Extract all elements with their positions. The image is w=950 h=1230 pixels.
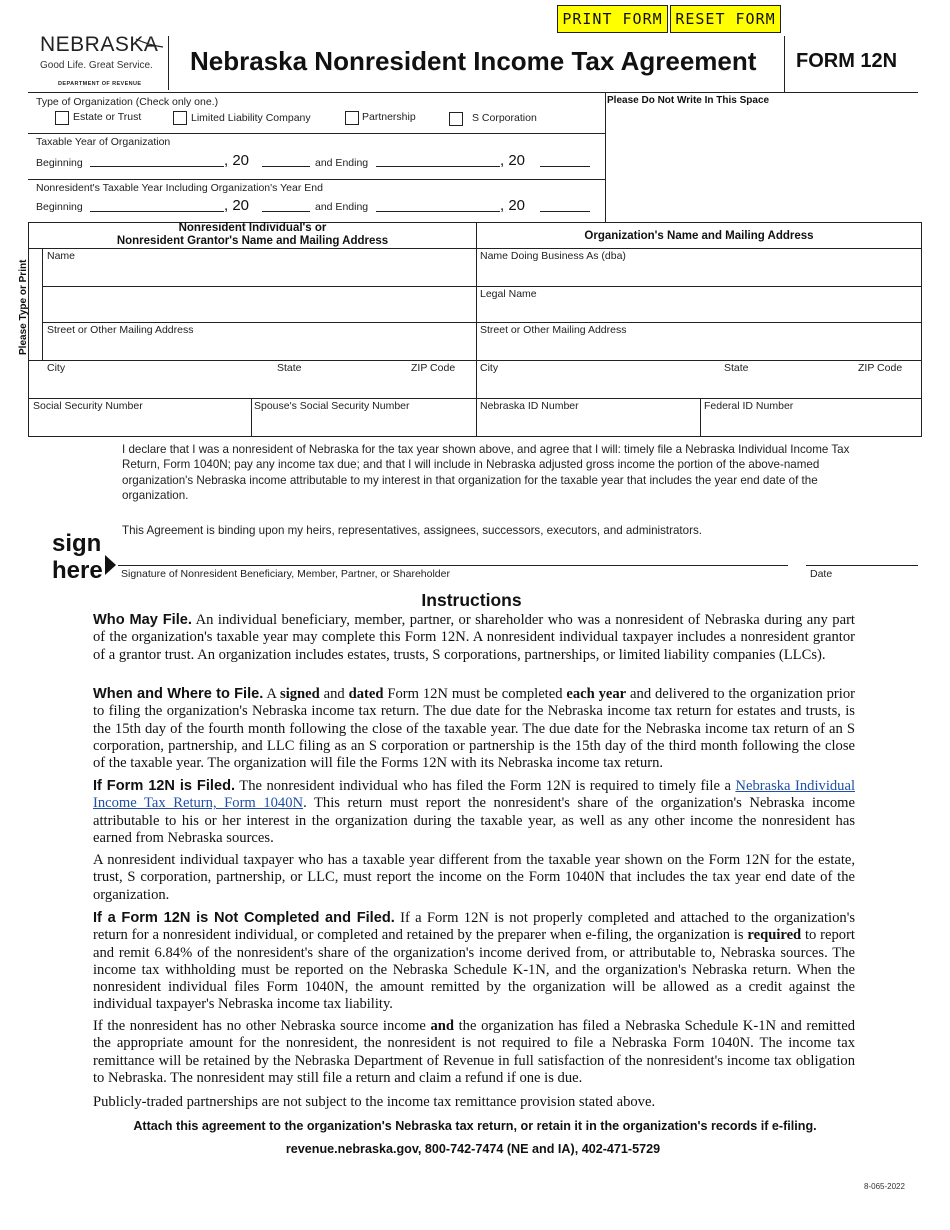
tyo-ending-label: and Ending	[315, 157, 369, 169]
nonresident-name2-input[interactable]	[48, 292, 468, 312]
declaration-text: I declare that I was a nonresident of Nebraska for the tax year shown above, and agree that I will: timely file a Nebraska Individual Income Tax Return, Form 1040N; pay any income tax due; and that I will include in Nebraska adjusted gross income the portion of the above-named organization's Nebraska income attributable to my interest in that organization for the taxable year that includes the year end date of the organization.	[122, 443, 850, 503]
binding-text: This Agreement is binding upon my heirs, representatives, assignees, successors, executors, and administrators.	[122, 524, 702, 537]
sign-here-label	[52, 530, 103, 584]
tyo-ending-input[interactable]	[376, 150, 500, 167]
partnership-label: Partnership	[362, 111, 416, 123]
no-write-label: Please Do Not Write In This Space	[607, 95, 770, 106]
other-and: and	[430, 1018, 454, 1034]
form-code: 8-065-2022	[864, 1182, 905, 1191]
form-id: FORM 12N	[796, 50, 898, 72]
s-corporation-label: S Corporation	[472, 112, 537, 124]
left-heading-line1: Nonresident Individual's or	[178, 222, 327, 234]
org-type-label: Type of Organization (Check only one.)	[36, 96, 219, 108]
nry-beginning-label: Beginning	[36, 201, 83, 213]
logo-dept: DEPARTMENT OF REVENUE	[58, 81, 142, 87]
sign-arrow-icon	[105, 555, 117, 575]
when-b: Form 12N must be completed	[383, 686, 567, 702]
left-street-label: Street or Other Mailing Address	[47, 324, 194, 336]
nonresident-street-input[interactable]	[48, 337, 468, 357]
llc-checkbox[interactable]	[173, 111, 187, 125]
right-street-label: Street or Other Mailing Address	[480, 324, 627, 336]
left-zip-label: ZIP Code	[411, 362, 456, 374]
when-a: A	[263, 686, 281, 702]
logo-swoosh-icon	[38, 33, 166, 63]
nry-begin-century: , 20	[224, 197, 250, 214]
org-street-input[interactable]	[481, 337, 917, 357]
when-head: When and Where to File.	[93, 686, 264, 702]
nonres-year-label: Nonresident's Taxable Year Including Organization's Year End	[36, 182, 323, 194]
please-type-label: Please Type or Print	[18, 259, 29, 355]
nry-end-century: , 20	[500, 197, 526, 214]
when-dated: dated	[348, 686, 384, 702]
dba-input[interactable]	[481, 263, 917, 283]
legal-name-label: Legal Name	[480, 288, 537, 300]
right-state-label: State	[724, 362, 749, 374]
contact-info: revenue.nebraska.gov, 800-742-7474 (NE and IA), 402-471-5729	[285, 1142, 661, 1156]
nonresident-name-input[interactable]	[48, 263, 468, 283]
partnership-checkbox[interactable]	[345, 111, 359, 125]
when-to-file-paragraph	[93, 686, 855, 772]
other-income-paragraph	[93, 1018, 855, 1087]
different-year-paragraph: A nonresident individual taxpayer who has a taxable year different from the taxable year shown on the Form 12N for the estate, trust, S corporation, partnership, or LLC, must report the income on the Form 1040N that includes the tax year end date of the organization.	[93, 852, 855, 903]
tyo-end-century: , 20	[500, 152, 526, 169]
fed-id-label: Federal ID Number	[704, 400, 794, 412]
who-body: An individual beneficiary, member, partner, or shareholder who was a nonresident of Nebraska during any part of the organization's taxable year may complete this Form 12N. A nonresident individual taxpayer includes a nonresident grantor of a grantor trust. An organization includes estates, trusts, S corporations, partnerships, or limited liability companies (LLCs).	[93, 612, 855, 663]
logo-tagline: Good Life. Great Service.	[40, 60, 153, 71]
signature-input[interactable]	[118, 545, 786, 565]
ne-id-input[interactable]	[481, 414, 695, 434]
nry-ending-year-input[interactable]	[540, 195, 590, 212]
not-filed-paragraph	[93, 910, 855, 1014]
tyo-ending-year-input[interactable]	[540, 150, 590, 167]
spouse-ssn-label: Spouse's Social Security Number	[254, 400, 410, 412]
llc-label: Limited Liability Company	[191, 112, 311, 124]
nonresident-city-input[interactable]	[48, 375, 468, 395]
notfiled-b: to report and remit 6.84% of the nonresident's share of the organization's income derived from, or attributable to, Nebraska sources. The income tax withholding must be reported on the Nebraska Schedule K-1N, and the organization's Nebraska return. When the nonresident individual files Form 1040N, the amount remitted by the organization will be allowed as a credit against the individual taxpayer's Nebraska income tax liability.	[93, 927, 855, 1013]
reset-form-button[interactable]: RESET FORM	[670, 5, 781, 33]
when-each: each year	[566, 686, 627, 702]
left-city-label: City	[47, 362, 66, 374]
filed-b: . This return must report the nonresident's share of the organization's Nebraska income attributable to his or her interest in the organization during the taxable year, as well as any other income the nonresident has earned from Nebraska sources.	[93, 795, 856, 846]
print-form-button[interactable]: PRINT FORM	[557, 5, 668, 33]
dba-label: Name Doing Business As (dba)	[480, 250, 626, 262]
attach-note: Attach this agreement to the organization's Nebraska tax return, or retain it in the organization's records if e-filing.	[133, 1119, 817, 1133]
filed-head: If Form 12N is Filed.	[93, 778, 236, 794]
other-b: the organization has filed a Nebraska Schedule K-1N and remitted the appropriate amount for the nonresident, the nonresident is not required to file a Nebraska Form 1040N. The income tax remittance will be retained by the Nebraska Department of Revenue in full satisfaction of the nonresident's income tax obligation to Nebraska. The nonresident may still file a return and claim a refund if one is due.	[93, 1018, 855, 1086]
estate-trust-checkbox[interactable]	[55, 111, 69, 125]
filed-a: The nonresident individual who has filed the Form 12N is required to timely file a	[235, 778, 736, 794]
page-title: Nebraska Nonresident Income Tax Agreement	[190, 46, 757, 76]
legal-name-input[interactable]	[481, 300, 917, 320]
who-head: Who May File.	[93, 612, 192, 628]
tyo-beginning-label: Beginning	[36, 157, 83, 169]
fed-id-input[interactable]	[705, 414, 917, 434]
left-state-label: State	[277, 362, 302, 374]
nry-beginning-year-input[interactable]	[262, 195, 310, 212]
left-section-heading	[80, 222, 425, 248]
ne-id-label: Nebraska ID Number	[480, 400, 579, 412]
date-input[interactable]	[808, 545, 916, 565]
left-heading-line2: Nonresident Grantor's Name and Mailing Address	[116, 235, 389, 247]
logo-name: NEBRASKA	[40, 33, 159, 56]
tyo-begin-century: , 20	[224, 152, 250, 169]
right-zip-label: ZIP Code	[858, 362, 903, 374]
ssn-label: Social Security Number	[33, 400, 143, 412]
when-signed: signed	[280, 686, 320, 702]
who-may-file-paragraph	[93, 612, 855, 664]
org-city-input[interactable]	[481, 375, 917, 395]
other-a: If the nonresident has no other Nebraska source income	[93, 1018, 431, 1034]
estate-trust-label: Estate or Trust	[73, 111, 142, 123]
nry-ending-label: and Ending	[315, 201, 369, 213]
sign-line1: sign	[52, 530, 102, 557]
tyo-beginning-input[interactable]	[90, 150, 224, 167]
right-city-label: City	[480, 362, 499, 374]
notfiled-head: If a Form 12N is Not Completed and Filed.	[93, 910, 395, 926]
nry-ending-input[interactable]	[376, 195, 500, 212]
s-corporation-checkbox[interactable]	[449, 112, 463, 126]
date-label: Date	[810, 568, 833, 580]
spouse-ssn-input[interactable]	[256, 414, 470, 434]
right-section-heading: Organization's Name and Mailing Address	[584, 230, 814, 242]
tyo-beginning-year-input[interactable]	[262, 150, 310, 167]
nebraska-logo	[38, 33, 166, 89]
instructions-title: Instructions	[421, 590, 522, 610]
ssn-input[interactable]	[34, 414, 246, 434]
sign-line2: here	[52, 557, 103, 584]
if-filed-paragraph	[93, 778, 855, 847]
when-c: and delivered to the organization prior to filing the organization's Nebraska income tax return. The due date for the Nebraska income tax return for estates and trusts, is the 15th day of the fourth month following the close of the taxable year. The due date for the Nebraska income tax return of an S corporation, partnership, and LLC filing as an S corporation or partnership is the 15th day of the third month following the close of the taxable year. The organization will file the Forms 12N with its Nebraska income tax return.	[93, 686, 855, 772]
taxable-year-label: Taxable Year of Organization	[36, 136, 171, 148]
signature-label: Signature of Nonresident Beneficiary, Member, Partner, or Shareholder	[121, 568, 450, 580]
ptp-paragraph: Publicly-traded partnerships are not subject to the income tax remittance provision stated above.	[93, 1094, 656, 1110]
form-1040n-link[interactable]: Nebraska Individual Income Tax Return, Form 1040N	[93, 778, 856, 812]
notfiled-a: If a Form 12N is not properly completed and attached to the organization's return for a nonresident individual, or completed and retained by the preparer when e-filing, the organization is	[93, 910, 855, 944]
notfiled-required: required	[747, 927, 802, 944]
when-and: and	[319, 686, 349, 702]
name-label: Name	[47, 250, 76, 262]
nry-beginning-input[interactable]	[90, 195, 224, 212]
